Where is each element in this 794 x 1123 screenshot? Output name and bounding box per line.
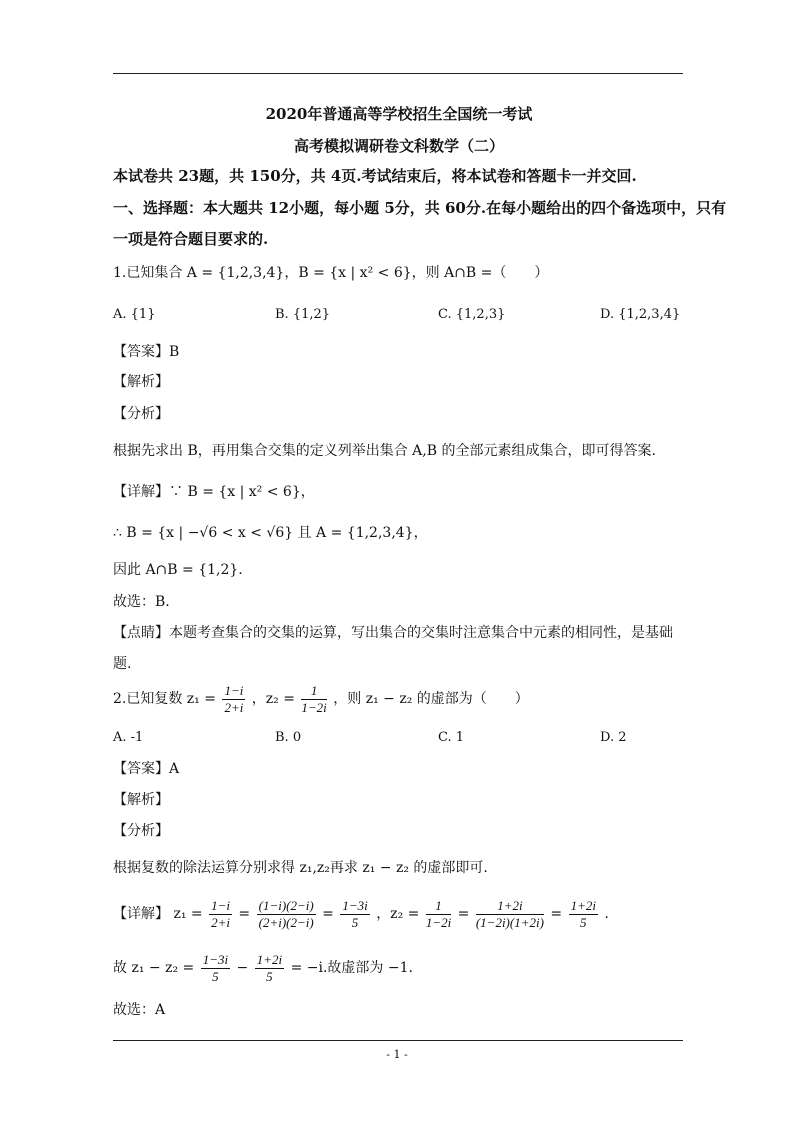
bottom-rule <box>113 1040 683 1041</box>
q1-option-d: D. {1,2,3,4} <box>600 307 681 322</box>
q1-option-a: A. {1} <box>113 307 156 322</box>
q1-fenxi-text: 根据先求出 B，再用集合交集的定义列举出集合 A,B 的全部元素组成集合，即可得答案. <box>113 443 656 459</box>
fraction-numerator: 1 <box>426 898 451 915</box>
q1-detail-2: ∴ B = {x | −√6 < x < √6} 且 A = {1,2,3,4}， <box>113 525 428 541</box>
fraction-numerator: 1−3i <box>342 897 368 913</box>
fraction-numerator: 1+2i <box>256 951 283 967</box>
q2-detail <box>113 896 685 932</box>
intro-text: 本试卷共 23题，共 150分，共 4页.考试结束后，将本试卷和答题卡一并交回. <box>113 167 637 185</box>
q1-dianjing-cont: 题. <box>113 656 132 672</box>
q1-fenxi-label: 【分析】 <box>113 406 169 422</box>
fraction-denominator: 2+i <box>211 914 230 930</box>
q1-choose: 故选：B. <box>113 594 170 610</box>
q2-detail-mid: ，z₂ = <box>376 906 420 922</box>
q2-detail-frac-1 <box>209 898 232 931</box>
q2-answer: 【答案】A <box>113 761 180 777</box>
fraction-denominator: 5 <box>266 968 273 984</box>
top-rule <box>113 73 683 74</box>
q2-detail-frac-6 <box>569 898 598 931</box>
fraction-denominator: (2+i)(2−i) <box>258 914 314 930</box>
q2-option-c: C. 1 <box>438 730 465 745</box>
q2-fraction-1 <box>222 683 245 716</box>
minus-sign: − <box>236 960 249 976</box>
fraction-denominator: 5 <box>351 914 359 930</box>
fraction-denominator: 1−2i <box>301 699 327 715</box>
q2-fraction-2 <box>301 683 326 716</box>
page-number: - 1 - <box>386 1048 408 1061</box>
q2-conclusion-post: = −i.故虚部为 −1. <box>290 960 413 976</box>
fraction-numerator: 1−3i <box>202 951 229 967</box>
q2-detail-frac-5 <box>476 898 544 931</box>
q1-jiexi-label: 【解析】 <box>113 374 169 390</box>
q2-option-a: A. -1 <box>113 730 144 745</box>
q2-detail-frac-4 <box>426 898 451 931</box>
fraction-denominator: 5 <box>580 914 587 930</box>
period: . <box>604 906 609 922</box>
equals-sign: = <box>550 906 563 922</box>
q1-detail-3: 因此 A∩B = {1,2}. <box>113 562 243 578</box>
fraction-denominator: (1−2i)(1+2i) <box>475 914 544 930</box>
q1-stem: 1.已知集合 A = {1,2,3,4}，B = {x | x² < 6}，则 A∩B =（ ） <box>113 265 549 281</box>
equals-sign: = <box>457 906 470 922</box>
equals-sign: = <box>322 906 334 922</box>
fraction-denominator: 1−2i <box>425 914 452 930</box>
title-line-2: 高考模拟调研卷文科数学（二） <box>293 137 504 155</box>
q1-option-c: C. {1,2,3} <box>438 307 506 322</box>
q2-fenxi-label: 【分析】 <box>113 823 169 839</box>
q2-conclusion-pre: 故 z₁ − z₂ = <box>113 960 195 976</box>
q2-stem <box>113 682 685 716</box>
q2-choose: 故选：A <box>113 1002 166 1018</box>
fraction-numerator: (1−i)(2−i) <box>258 897 314 913</box>
q2-conclusion-frac-2 <box>255 952 284 985</box>
q1-dianjing: 【点睛】本题考查集合的交集的运算，写出集合的交集时注意集合中元素的相同性，是基础 <box>113 625 673 641</box>
fraction-denominator: 5 <box>212 968 219 984</box>
q2-conclusion <box>113 950 685 986</box>
q1-option-b: B. {1,2} <box>275 307 331 322</box>
q2-option-d: D. 2 <box>600 730 627 745</box>
equals-sign: = <box>238 906 251 922</box>
fraction-numerator: 1+2i <box>570 897 596 913</box>
section-1-heading-cont: 一项是符合题目要求的. <box>113 230 269 248</box>
q2-fenxi-text: 根据复数的除法运算分别求得 z₁,z₂再求 z₁ − z₂ 的虚部即可. <box>113 860 488 876</box>
q2-option-b: B. 0 <box>275 730 302 745</box>
fraction-numerator: 1 <box>301 683 326 700</box>
q2-detail-label: 【详解】 z₁ = <box>113 906 203 922</box>
fraction-numerator: 1−i <box>224 682 244 698</box>
q1-answer: 【答案】B <box>113 344 180 360</box>
fraction-numerator: 1+2i <box>476 898 544 915</box>
q2-stem-post: ，则 z₁ − z₂ 的虚部为（ ） <box>333 691 529 707</box>
q2-detail-frac-2 <box>257 898 316 931</box>
q2-stem-mid: ，z₂ = <box>251 691 295 707</box>
section-1-heading: 一、选择题：本大题共 12小题，每小题 5分，共 60分.在每小题给出的四个备选项中，只有 <box>113 199 727 217</box>
title-line-1: 2020年普通高等学校招生全国统一考试 <box>265 105 533 123</box>
fraction-denominator: 2+i <box>224 699 244 715</box>
q2-detail-frac-3 <box>340 898 369 931</box>
q1-detail-1: 【详解】∵ B = {x | x² < 6}， <box>113 484 315 500</box>
q2-stem-pre: 2.已知复数 z₁ = <box>113 691 216 707</box>
q2-jiexi-label: 【解析】 <box>113 792 169 808</box>
fraction-numerator: 1−i <box>211 897 230 913</box>
q2-conclusion-frac-1 <box>201 952 230 985</box>
